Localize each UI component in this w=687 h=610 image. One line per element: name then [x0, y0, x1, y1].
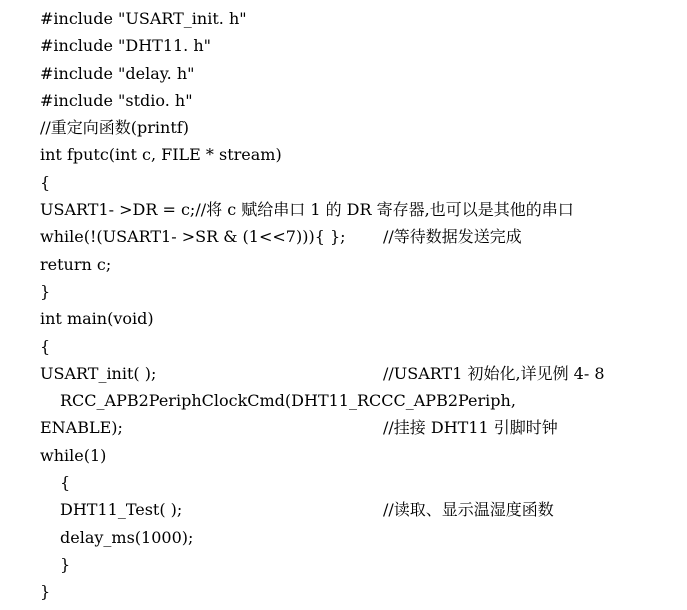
- code-text: #include "delay. h": [40, 63, 195, 83]
- code-text: }: [60, 554, 71, 574]
- code-text: }: [40, 281, 51, 301]
- code-line: [40, 114, 680, 141]
- code-text: #include "DHT11. h": [40, 36, 212, 56]
- code-line: [40, 414, 680, 441]
- code-line: [40, 32, 680, 59]
- code-text: ENABLE);: [40, 418, 123, 438]
- code-line: [40, 469, 680, 496]
- code-text: delay_ms(1000);: [60, 527, 194, 547]
- code-text: int fputc(int c, FILE * stream): [40, 145, 282, 165]
- code-line: [40, 60, 680, 87]
- code-line: [40, 87, 680, 114]
- code-line: [40, 223, 680, 250]
- code-text: }: [40, 582, 51, 602]
- code-line: [40, 496, 680, 523]
- code-line: [40, 551, 680, 578]
- code-text: {: [60, 473, 71, 493]
- code-line: [40, 305, 680, 332]
- code-text: RCC_APB2PeriphClockCmd(DHT11_RCCC_APB2Periph,: [60, 391, 516, 411]
- code-line: [40, 387, 680, 414]
- code-text: {: [40, 172, 51, 192]
- code-line: [40, 141, 680, 168]
- code-comment: //挂接 DHT11 引脚时钟: [383, 418, 558, 438]
- code-text: {: [40, 336, 51, 356]
- code-text: int main(void): [40, 309, 154, 329]
- code-line: [40, 578, 680, 605]
- code-listing: [40, 5, 680, 606]
- code-line: [40, 360, 680, 387]
- code-line: [40, 278, 680, 305]
- code-text: #include "USART_init. h": [40, 9, 247, 28]
- code-comment: //等待数据发送完成: [383, 227, 522, 247]
- code-line: [40, 251, 680, 278]
- code-line: [40, 169, 680, 196]
- code-text: while(1): [40, 445, 107, 465]
- code-text: //重定向函数(printf): [40, 118, 189, 138]
- code-text: return c;: [40, 254, 112, 274]
- code-text: USART1- >DR = c;//将 c 赋给串口 1 的 DR 寄存器,也可以是其他的串口: [40, 200, 574, 220]
- code-comment: //USART1 初始化,详见例 4- 8: [383, 363, 605, 383]
- code-line: [40, 333, 680, 360]
- code-comment: //读取、显示温湿度函数: [383, 500, 554, 520]
- code-text: while(!(USART1- >SR & (1<<7))){ };: [40, 227, 346, 247]
- code-text: #include "stdio. h": [40, 90, 193, 110]
- code-text: USART_init( );: [40, 363, 157, 383]
- code-line: [40, 5, 680, 32]
- code-text: DHT11_Test( );: [60, 500, 183, 520]
- code-line: [40, 442, 680, 469]
- code-line: [40, 524, 680, 551]
- code-line: [40, 196, 680, 223]
